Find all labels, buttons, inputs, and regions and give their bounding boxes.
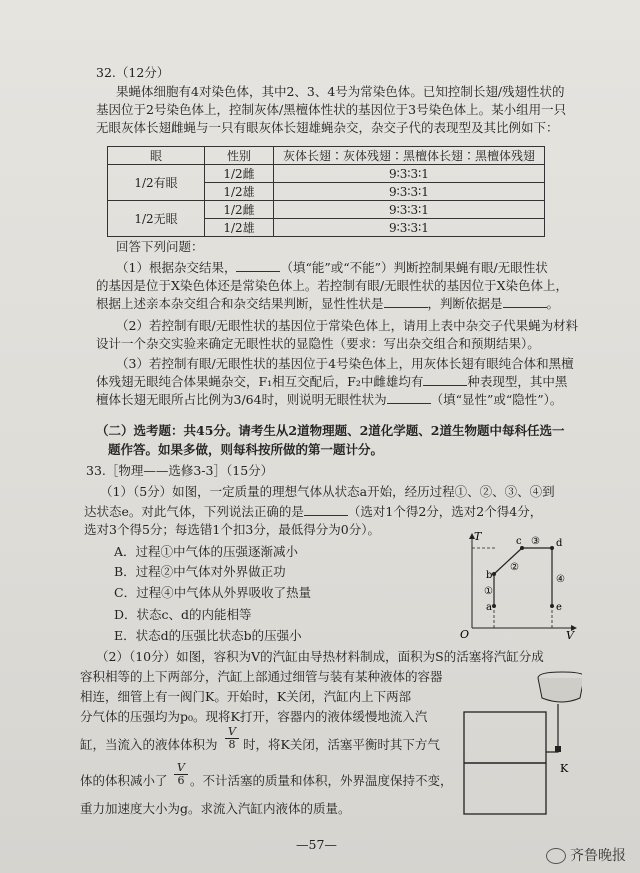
table-cell-sex: 1/2雌: [205, 201, 274, 219]
q32-p3-line3b: （填“显性”或“隐性”）。: [430, 392, 563, 407]
q32-p3-line3: [96, 391, 562, 408]
answer-blank: [304, 504, 348, 516]
q32-p1-line3: [96, 295, 559, 312]
tv-graph: [452, 530, 582, 640]
label-a: a: [486, 602, 492, 613]
q32-p2-line1: （2）若控制有眼/无眼性状的基因位于常染色体上，请用上表中杂交子代果蝇为材料: [116, 318, 579, 333]
q33-p2-line5a: 缸，当流入的液体体积为: [80, 737, 218, 752]
table-header-eye: 眼: [108, 147, 205, 165]
option-d: D．状态c、d的内能相等: [114, 607, 252, 622]
table-cell-ratio: 9∶3∶3∶1: [274, 219, 545, 237]
q33-p1-line2b: （选对1个得2分，选对2个得4分，: [347, 504, 543, 519]
table-cell-eye: 1/2有眼: [108, 165, 205, 201]
q33-p2-line6a: 体的体积减小了: [80, 773, 168, 788]
option-c: C．过程④中气体从外界吸收了热量: [114, 585, 312, 600]
q32-p1-line1b: （填“能”或“不能”）判断控制果蝇有眼/无眼性状: [280, 260, 548, 275]
step-1-label: ①: [484, 586, 493, 597]
cylinder-diagram: [462, 668, 582, 818]
answer-prompt: 回答下列问题：: [116, 239, 204, 254]
q32-p1-line3b: ，判断依据是: [427, 296, 503, 311]
valve-k: [555, 746, 561, 752]
fraction-numerator: V: [228, 725, 236, 738]
option-e: E．状态d的压强比状态b的压强小: [114, 628, 302, 643]
x-axis-label: V: [566, 629, 574, 640]
q32-p1-line1a: （1）根据杂交结果，: [116, 260, 237, 275]
q32-p3-line3a: 檀体长翅无眼所占比例为3/64时，则说明无眼性状为: [96, 392, 387, 407]
table-cell-eye: 1/2无眼: [108, 201, 205, 237]
answer-blank: [387, 392, 431, 404]
table-cell-ratio: 9∶3∶3∶1: [274, 165, 545, 183]
step-2-label: ②: [510, 562, 519, 573]
answer-blank: [423, 374, 467, 386]
elective-line1: （二）选考题：共45分。请考生从2道物理题、2道化学题、2道生物题中每科任选一: [96, 423, 565, 438]
q32-intro-line2: 基因位于2号染色体上，控制灰体/黑檀体性状的基因位于3号染色体上。某小组用一只: [96, 102, 567, 117]
answer-blank: [503, 296, 547, 308]
page-number: —57—: [296, 837, 337, 852]
q33-p1-line2: [84, 503, 542, 520]
watermark-text: 齐鲁晚报: [570, 848, 626, 864]
fraction-v-over-8: [225, 726, 239, 751]
table-cell-ratio: 9∶3∶3∶1: [274, 201, 545, 219]
fraction-v-over-6: [174, 762, 188, 787]
q32-p1-line1: [116, 259, 548, 276]
fraction-denominator: 6: [174, 774, 188, 787]
q32-p1-line3a: 根据上述亲本杂交组合和杂交结果判断，显性性状是: [96, 296, 384, 311]
liquid-container: [538, 678, 582, 702]
wechat-icon: [546, 848, 566, 864]
q33-p1-line1: （1）（5分）如图，一定质量的理想气体从状态a开始，经历过程①、②、③、④到: [100, 484, 555, 499]
step-4-label: ④: [556, 574, 565, 585]
table-cell-ratio: 9∶3∶3∶1: [274, 183, 545, 201]
q32-intro-line1: 果蝇体细胞有4对染色体，其中2、3、4号为常染色体。已知控制长翅/残翅性状的: [116, 84, 565, 99]
q32-p3-line2b: 种表现型，其中黑: [467, 374, 568, 389]
q33-p2-line7: 重力加速度大小为g。求流入汽缸内液体的质量。: [80, 801, 351, 816]
fraction-denominator: 8: [225, 738, 239, 751]
q33-p2-line6b: 。不计活塞的质量和体积，外界温度保持不变，: [190, 773, 453, 788]
table-header-sex: 性别: [205, 147, 274, 165]
fraction-numerator: V: [177, 761, 185, 774]
label-d: d: [556, 538, 563, 549]
q33-p1-line2a: 达状态e。对此气体，下列说法正确的是: [84, 504, 304, 519]
watermark: [546, 845, 626, 865]
table-cell-sex: 1/2雄: [205, 219, 274, 237]
step-3-label: ③: [531, 536, 540, 547]
q33-p2-line5b: 时，将K关闭，活塞平衡时其下方气: [243, 737, 440, 752]
table-header-row: [108, 147, 545, 165]
option-b: B．过程②中气体对外界做正功: [114, 564, 286, 579]
label-e: e: [556, 602, 562, 613]
table-row: [108, 165, 545, 183]
table-header-ratio: 灰体长翅∶灰体残翅∶黑檀体长翅∶黑檀体残翅: [274, 147, 545, 165]
q33-p1-line3: 选对3个得5分；每选错1个扣3分，最低得分为0分）。: [84, 522, 381, 537]
valve-label: K: [560, 762, 569, 775]
genetics-table: [107, 146, 545, 237]
q32-p2-line2: 设计一个杂交实验来确定无眼性状的显隐性（要求：写出杂交组合和预期结果）。: [96, 336, 540, 351]
point-b: [492, 572, 496, 576]
q33-p2-line2: 容积相等的上下两部分，汽缸上部通过细管与装有某种液体的容器: [80, 669, 443, 684]
option-a: A．过程①中气体的压强逐渐减小: [114, 544, 299, 559]
answer-blank: [384, 296, 428, 308]
q32-p3-line2a: 体残翅无眼纯合体果蝇杂交，F₁相互交配后，F₂中雌雄均有: [96, 374, 424, 389]
table-cell-sex: 1/2雄: [205, 183, 274, 201]
y-axis-label: T: [474, 530, 482, 543]
thin-tube: [546, 704, 558, 752]
q33-p2-line4: 分气体的压强均为p₀。现将K打开，容器内的液体缓慢地流入汽: [80, 709, 428, 724]
q32-p3-line2: [96, 373, 567, 390]
q32-intro-line3: 无眼灰体长翅雌蝇与一只有眼灰体长翅雄蝇杂交，杂交子代的表现型及其比例如下：: [96, 120, 559, 135]
elective-line2: 题作答。如果多做，则每科按所做的第一题计分。: [108, 442, 384, 457]
label-c: c: [516, 536, 522, 547]
point-a: [492, 604, 496, 608]
q33-p2-line1: （2）（10分）如图，容积为V的汽缸由导热材料制成，面积为S的活塞将汽缸分成: [96, 649, 544, 664]
label-b: b: [486, 570, 493, 581]
container-rim: [538, 672, 582, 678]
answer-blank: [236, 260, 280, 272]
q32-header: 32.（12分）: [96, 65, 170, 80]
q32-p1-line3c: 。: [546, 296, 560, 311]
origin-label: O: [460, 628, 470, 640]
q33-header: 33.［物理——选修3-3］（15分）: [86, 463, 274, 478]
table-cell-sex: 1/2雌: [205, 165, 274, 183]
q33-p2-line3: 相连，细管上有一阀门K。开始时，K关闭，汽缸内上下两部: [80, 689, 412, 704]
point-e: [550, 604, 554, 608]
q32-p3-line1: （3）若控制有眼/无眼性状的基因位于4号染色体上，用灰体长翅有眼纯合体和黑檀: [116, 356, 574, 371]
table-row: [108, 201, 545, 219]
point-d: [550, 546, 554, 550]
q32-p1-line2: 的基因是位于X染色体还是常染色体上。若控制有眼/无眼性状的基因位于X染色体上，: [96, 278, 569, 293]
